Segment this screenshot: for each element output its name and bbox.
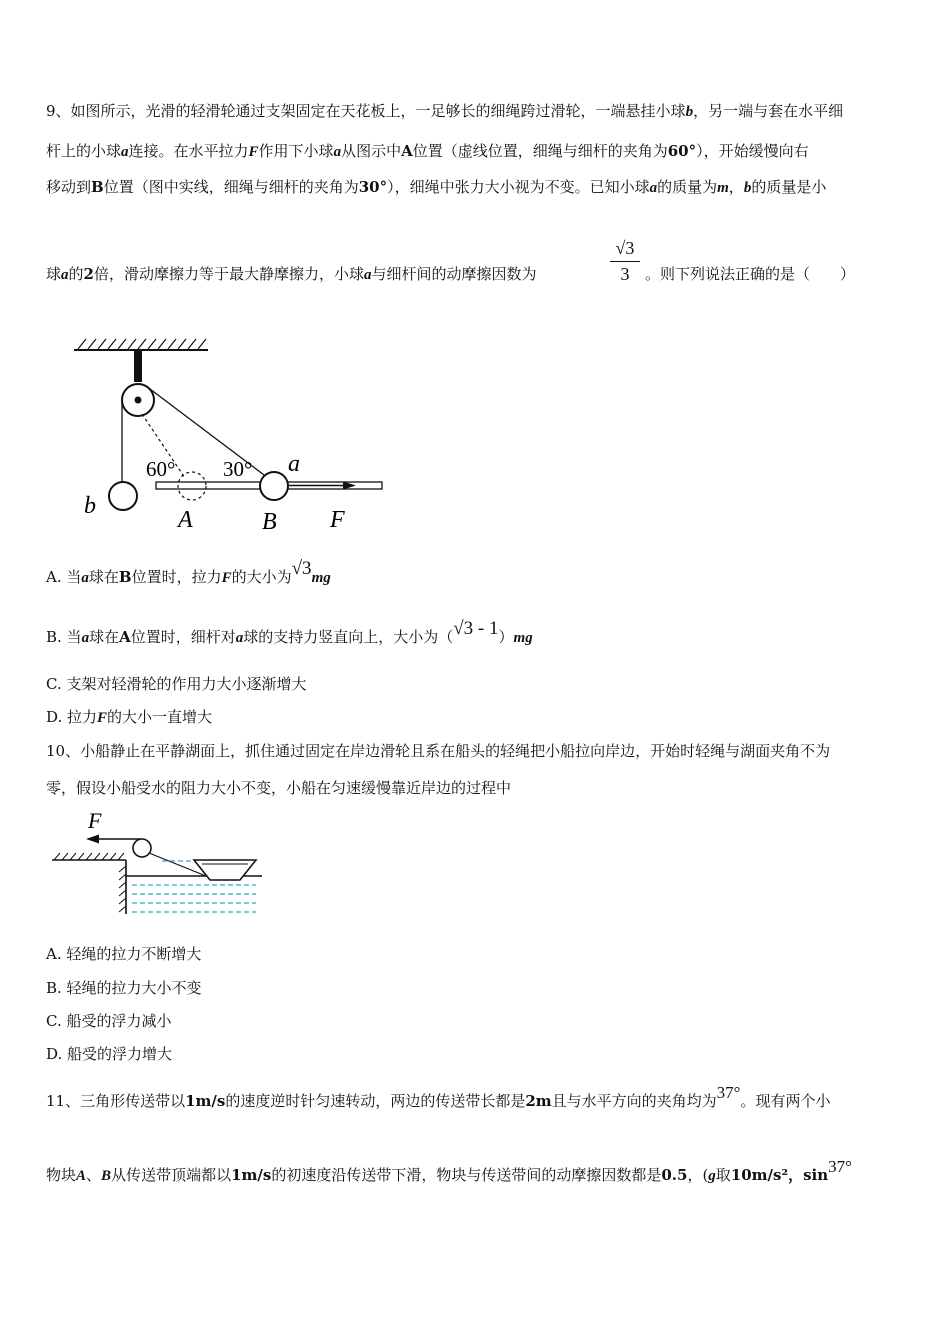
q9-var-F: F [221,570,232,586]
boat [194,860,256,880]
q9-text: 的质量是小 [751,178,827,196]
q9-var-a: a [333,144,342,160]
q11-text: 11、三角形传送带以 [46,1092,186,1110]
q9-pos-A: A [401,142,413,160]
q9-text: 移动到 [46,178,92,196]
q9-var-a: a [61,267,69,283]
q9-var-mg: mg [513,630,533,646]
q9-var-a: a [235,630,244,646]
q10-option-c: C. 船受的浮力减小 [46,1012,172,1030]
q11-text: 且与水平方向的夹角均为 [551,1092,717,1110]
q11-line-2 [46,1157,852,1186]
q10-line-2: 零，假设小船受水的阻力大小不变，小船在匀速缓慢靠近岸边的过程中 [46,779,512,797]
ceiling-hatch [78,339,206,349]
q9-text: 的质量为 [657,178,718,196]
option-text: 位置时，拉力 [131,568,222,586]
option-text: 的大小一直增大 [107,708,213,726]
q9-text: ），细绳中张力大小视为不变。已知小球 [387,178,650,196]
label-F: F [88,808,102,833]
q9-text: 与细杆间的动摩擦因数为 [371,265,537,283]
q9-option-b [46,618,533,648]
q11-text: ，sin [788,1166,829,1184]
q9-option-a [46,558,331,588]
fraction-denominator: 3 [620,264,630,284]
shore-pulley [133,839,151,857]
label-A: A [178,507,193,533]
pulley-axle [135,397,142,404]
q11-mu: 0.5 [661,1166,688,1184]
option-text: 球在 [89,628,120,646]
q9-var-a: a [81,630,90,646]
q9-var-a: a [363,267,372,283]
label-a: a [288,451,300,477]
q10-option-a: A. 轻绳的拉力不断增大 [46,945,202,963]
q11-text: ，( [687,1166,709,1184]
q9-line-2 [46,141,809,162]
q9-num-2: 2 [83,265,94,283]
q11-text: 取 [715,1166,731,1184]
q9-var-mg: mg [311,570,331,586]
q9-var-a: a [649,180,658,196]
q11-angle-37: 37° [716,1083,741,1102]
sqrt3-expression: √3 [291,558,312,579]
q9-text: 位置（图中实线，细绳与细杆的夹角为 [103,178,359,196]
q10-option-b: B. 轻绳的拉力大小不变 [46,979,202,997]
pull-arrow-head [86,835,99,844]
option-text: 的大小为 [231,568,292,586]
option-text: 球在 [88,568,119,586]
option-text: A. 当 [46,568,82,586]
fraction-numerator: √3 [610,238,640,262]
q9-angle-60: 60° [667,142,697,160]
q11-text: 、 [86,1166,102,1184]
q9-option-c: C. 支架对轻滑轮的作用力大小逐渐增大 [46,675,307,693]
wall-hatch [119,866,126,912]
q9-var-a: a [121,144,129,160]
q9-text: ， [728,178,744,196]
q9-line-3 [46,177,826,198]
q11-length: 2m [525,1092,552,1110]
q9-line-4-tail [645,264,855,284]
label-F: F [330,507,345,533]
q11-speed: 1m/s [185,1092,226,1110]
q11-text: 。现有两个小 [740,1092,831,1110]
q9-text: 9、如图所示，光滑的轻滑轮通过支架固定在天花板上，一足够长的细绳跨过滑轮，一端悬挂小球 [46,102,686,120]
q11-line-1 [46,1083,831,1111]
q9-text: 。则下列说法正确的是（ ） [645,265,856,283]
q11-text: 的初速度沿传送带下滑，物块与传送带间的动摩擦因数都是 [271,1166,662,1184]
q9-text: ），开始缓慢向右 [696,142,809,160]
q11-text: 物块 [46,1166,77,1184]
q10-option-d: D. 船受的浮力增大 [46,1045,173,1063]
ball-b [109,482,137,510]
q9-var-F: F [248,144,259,160]
q9-angle-30: 30° [358,178,388,196]
q11-angle-37: 37° [828,1157,852,1176]
q11-text: 的速度逆时针匀速转动，两边的传送带长都是 [225,1092,526,1110]
q9-text: 杆上的小球 [46,142,122,160]
option-text: D. 拉力 [46,708,98,726]
q9-var-b: b [743,180,752,196]
q11-text: 从传送带顶端都以 [111,1166,232,1184]
q9-line-1 [46,101,843,122]
q9-text: 倍，滑动摩擦力等于最大静摩擦力，小球 [93,265,364,283]
q11-var-g: g [708,1168,716,1184]
q11-block-A: A [76,1168,87,1184]
option-text: 位置时，细杆对 [130,628,236,646]
option-text: 球的支持力竖直向上，大小为（ [243,628,454,646]
option-text: ） [498,628,514,646]
q9-text: 作用下小球 [258,142,334,160]
q10-line-1: 10、小船静止在平静湖面上，抓住通过固定在岸边滑轮且系在船头的轻绳把小船拉向岸边，开始时轻绳与湖面夹角不为 [46,742,831,760]
q11-speed: 1m/s [231,1166,272,1184]
label-B: B [262,509,277,535]
q9-option-d [46,707,212,728]
ball-a [260,472,288,500]
q11-block-B: B [101,1168,112,1184]
q9-pos-A: A [119,628,131,646]
pulley-support [134,350,142,382]
q9-text: ，另一端与套在水平细 [693,102,844,120]
option-text: B. 当 [46,628,82,646]
label-60-degrees: 60° [146,457,176,481]
q9-text: 从图示中 [341,142,402,160]
q9-text: 位置（虚线位置，细绳与细杆的夹角为 [412,142,668,160]
label-30-degrees: 30° [223,457,253,481]
q9-text: 连接。在水平拉力 [128,142,249,160]
q10-boat-figure [46,806,276,921]
q9-pulley-figure [60,330,400,540]
q9-text: 球 [46,265,62,283]
q9-pos-B: B [118,568,132,586]
q9-var-b: b [685,104,694,120]
q9-friction-fraction [610,238,640,285]
q9-var-m: m [717,180,729,196]
sqrt3-minus-1-expression: √3 - 1 [453,618,499,639]
q9-var-a: a [81,570,89,586]
q9-var-F: F [97,710,108,726]
shore-hatch [54,853,124,860]
label-b: b [84,493,96,519]
q9-line-4 [46,264,537,285]
q9-pos-B: B [91,178,104,196]
q9-text: 的 [68,265,84,283]
q11-g-value: 10m/s² [730,1166,789,1184]
